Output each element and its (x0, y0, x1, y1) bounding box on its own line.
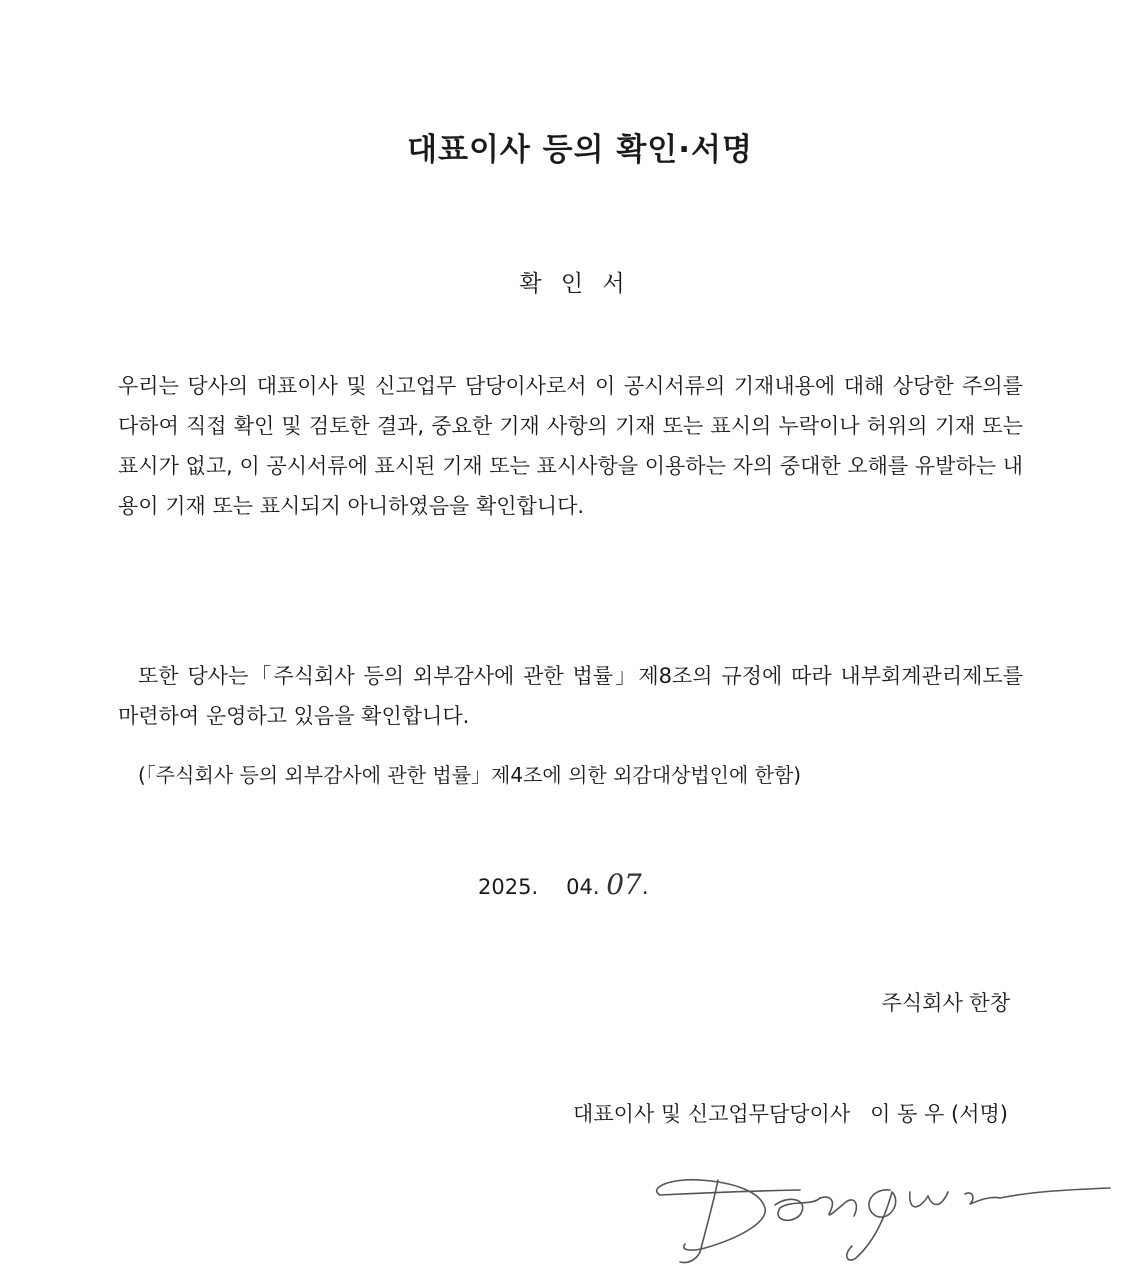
document-subtitle: 확 인 서 (519, 271, 631, 297)
signer-role: 대표이사 및 신고업무담당이사 (573, 1102, 851, 1126)
document-date (478, 868, 649, 901)
handwritten-signature (640, 1160, 1120, 1265)
signer-name: 이 동 우 (870, 1102, 945, 1126)
date-day-handwritten: 07 (606, 868, 642, 901)
document-title: 대표이사 등의 확인·서명 (407, 132, 753, 168)
company-name: 주식회사 한창 (881, 991, 1010, 1015)
sign-label: (서명) (951, 1102, 1008, 1126)
signer-line (573, 1098, 1008, 1128)
scope-note: (「주식회사 등의 외부감사에 관한 법률」제4조에 의한 외감대상법인에 한함) (138, 763, 802, 787)
internal-control-paragraph: 또한 당사는「주식회사 등의 외부감사에 관한 법률」제8조의 규정에 따라 내부회계관리제도를 마련하여 운영하고 있음을 확인합니다. (118, 664, 1023, 728)
date-year: 2025. (478, 875, 539, 899)
confirmation-paragraph: 우리는 당사의 대표이사 및 신고업무 담당이사로서 이 공시서류의 기재내용에 대해 상당한 주의를 다하여 직접 확인 및 검토한 결과, 중요한 기재 사항의 기재 또는 표시의 누락이나 허위의 기재 또는 표시가 없고, 이 공시서류에 표시된 기재 또는 표시사항을 이용하는 자의 중대한 오해를 유발하는 내용이 기재 또는 표시되지 아니하였음을 확인합니다. (118, 374, 1023, 518)
date-month: 04. (566, 875, 600, 899)
date-day-suffix: . (641, 875, 649, 899)
